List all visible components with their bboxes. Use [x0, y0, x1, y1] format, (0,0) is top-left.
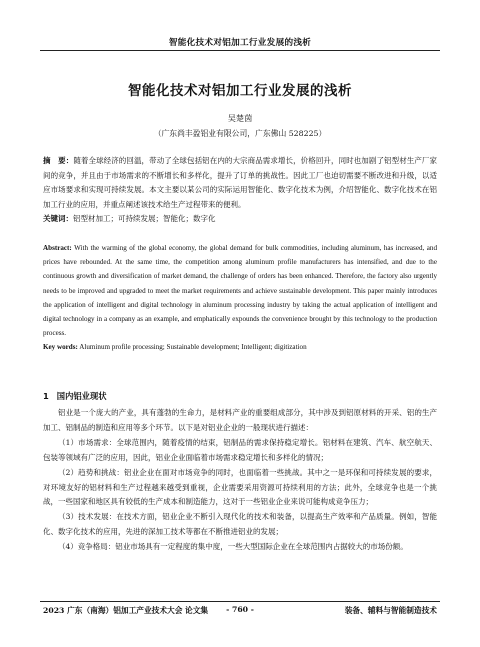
abstract-zh	[43, 154, 437, 212]
section-title: 国内铝业现状	[56, 391, 107, 401]
keywords-zh-label: 关键词：	[43, 214, 73, 223]
body-paragraph: （1）市场需求：全球范围内，随着疫情的结束，铝制品的需求保持稳定增长。铝材料在建筑、汽车、航空航天、包装等领域有广泛的应用，因此，铝业企业面临着市场需求稳定增长和多样化的情况；	[43, 437, 437, 462]
body-paragraph: （2）趋势和挑战：铝业企业在面对市场竞争的同时，也面临着一些挑战。其中之一是环保和可持续发展的要求，对环境友好的铝材料和生产过程越来越受到重视，企业需要采用资源可持续利用的方法；此外，全球竞争也是一个挑战，一些国家和地区具有较低的生产成本和制造能力，这对于一些铝业企业来说可能构成竞争压力；	[43, 467, 437, 507]
running-head: 智能化技术对铝加工行业发展的浅析	[168, 38, 312, 48]
footer-proceedings: 2023 广东（南海）铝加工产业技术大会 论文集	[43, 606, 209, 615]
section-heading	[43, 390, 107, 402]
body-paragraph: 铝业是一个庞大的产业，具有蓬勃的生命力，是材料产业的重要组成部分，其中涉及到铝原材料的开采、铝的生产加工、铝制品的制造和应用等多个环节。以下是对铝业企业的一般现状进行描述：	[43, 408, 437, 432]
abstract-zh-text: 随着全球经济的回温，带动了全球包括铝在内的大宗商品需求增长，价格回升，同时也加剧了铝型材生产厂家间的竞争，并且由于市场需求的不断增长和多样化，提升了订单的挑战性。因此工厂也迫切需要不断改进和升级，以适应市场要求和实现可持续发展。本文主要以某公司的实际运用智能化、数字化技术为例，介绍智能化、数字化技术在铝加工行业的应用，并重点阐述该技术给生产过程带来的便利。	[43, 156, 438, 209]
footer-section: 装备、辅料与智能制造技术	[344, 606, 437, 615]
keywords-en	[43, 340, 437, 354]
body-paragraph: （4）竞争格局：铝业市场具有一定程度的集中度，一些大型国际企业在全球范围内占据较大的市场份额。	[58, 542, 408, 552]
footer-rule	[40, 601, 440, 602]
section-number: 1	[43, 391, 49, 401]
abstract-zh-label: 摘 要：	[43, 156, 74, 165]
abstract-en	[43, 241, 437, 340]
author-affiliation: （广东尚丰盈铝业有限公司，广东佛山 528225）	[153, 129, 327, 138]
keywords-zh	[43, 212, 437, 227]
keywords-en-text: Aluminum profile processing; Sustainable development; Intelligent; digitization	[79, 343, 307, 351]
keywords-zh-text: 铝型材加工；可持续发展；智能化；数字化	[73, 214, 216, 223]
abstract-en-text: With the warming of the global economy, the global demand for bulk commodities, including aluminum, has increased, and prices have rebounded. At the same time, the competition among aluminum profile manufacturers has intensified, and due to the continuous growth and diversification of market demand, the challenge of orders has been enhanced. Therefore, the factory also urgently needs to be improved and upgraded to meet the market requirements and achieve sustainable development. This paper mainly introduces the application of intelligent and digital technology in aluminum processing industry by taking the actual application of intelligent and digital technology in a company as an example, and emphatically expounds the convenience brought by this technology to the production process.	[43, 244, 437, 338]
header-rule	[40, 50, 440, 51]
section-body	[43, 406, 437, 555]
author-name: 吴楚茵	[227, 113, 253, 123]
page-number: - 760 -	[226, 605, 254, 614]
body-paragraph: （3）技术发展：在技术方面，铝业企业不断引入现代化的技术和装备，以提高生产效率和产品质量。例如，智能化、数字化技术的应用，先进的深加工技术等都在不断推进铝业的发展；	[43, 512, 437, 537]
paper-title: 智能化技术对铝加工行业发展的浅析	[128, 83, 352, 99]
keywords-en-label: Key words:	[43, 343, 78, 351]
abstract-en-label: Abstract:	[43, 244, 72, 252]
